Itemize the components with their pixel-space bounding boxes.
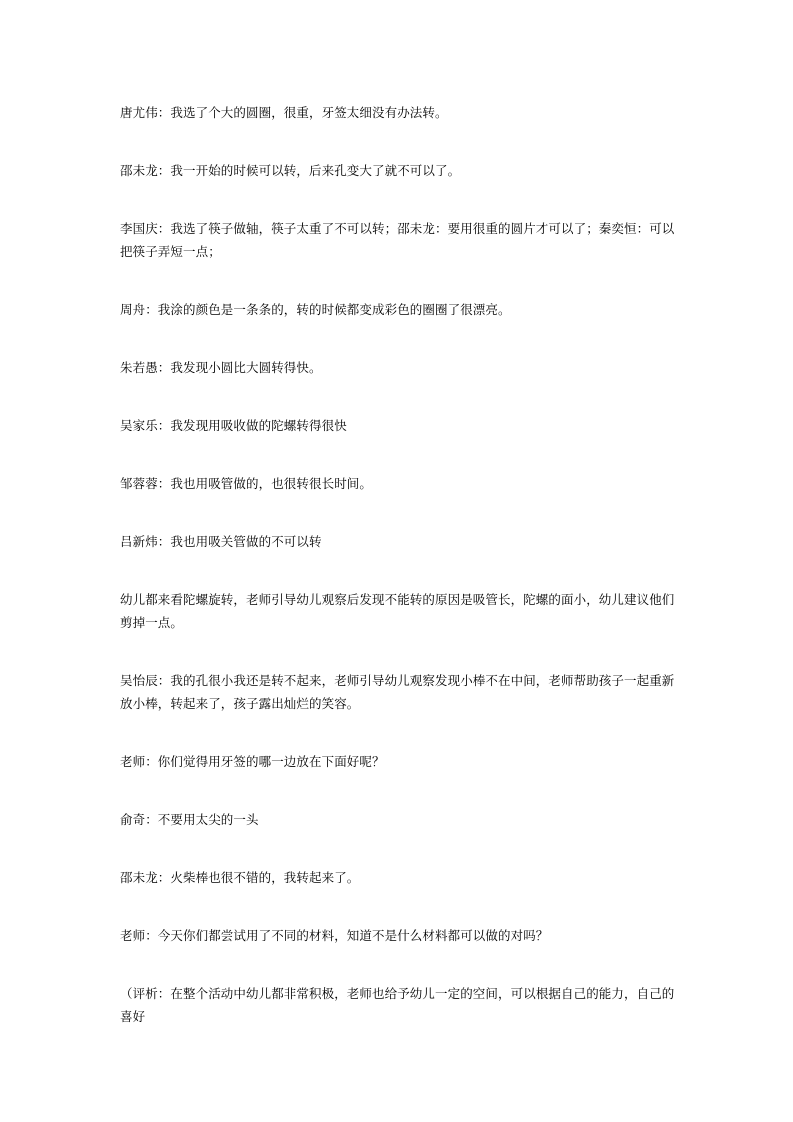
paragraph-14: 老师：今天你们都尝试用了不同的材料，知道不是什么材料都可以做的对吗？	[120, 928, 549, 943]
document-body	[120, 101, 676, 1063]
paragraph-5: 朱若愚：我发现小圆比大圆转得快。	[120, 360, 322, 375]
paragraph-15: （评析：在整个活动中幼儿都非常积极，老师也给予幼儿一定的空间，可以根据自己的能力，自己的喜好	[120, 986, 675, 1024]
paragraph-4: 周舟：我涂的颜色是一条条的，转的时候都变成彩色的圈圈了很漂亮。	[120, 302, 511, 317]
paragraph-10: 吴怡辰：我的孔很小我还是转不起来，老师引导幼儿观察发现小棒不在中间，老师帮助孩子一起重新放小棒，转起来了，孩子露出灿烂的笑容。	[120, 673, 675, 711]
paragraph-8: 吕新炜：我也用吸关管做的不可以转	[120, 534, 322, 549]
paragraph-9: 幼儿都来看陀螺旋转，老师引导幼儿观察后发现不能转的原因是吸管长，陀螺的面小，幼儿建议他们剪掉一点。	[120, 592, 675, 630]
paragraph-12: 俞奇：不要用太尖的一头	[120, 812, 259, 827]
paragraph-3: 李国庆：我选了筷子做轴，筷子太重了不可以转；邵未龙：要用很重的圆片才可以了；秦奕恒：可以把筷子弄短一点；	[120, 221, 675, 259]
paragraph-13: 邵未龙：火柴棒也很不错的，我转起来了。	[120, 870, 360, 885]
paragraph-2: 邵未龙：我一开始的时候可以转，后来孔变大了就不可以了。	[120, 163, 461, 178]
paragraph-11: 老师：你们觉得用牙签的哪一边放在下面好呢？	[120, 754, 385, 769]
paragraph-1: 唐尤伟：我选了个大的圆圈，很重，牙签太细没有办法转。	[120, 105, 448, 120]
paragraph-7: 邹蓉蓉：我也用吸管做的，也很转很长时间。	[120, 476, 373, 491]
paragraph-6: 吴家乐：我发现用吸收做的陀螺转得很快	[120, 418, 347, 433]
